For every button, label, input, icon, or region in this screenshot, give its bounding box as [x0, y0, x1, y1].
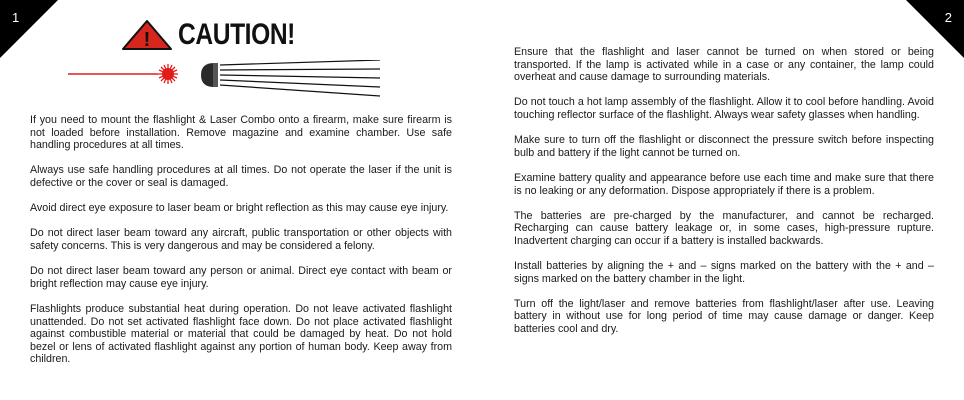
right-paragraph: The batteries are pre-charged by the manufacturer, and cannot be recharged. Recharging can cause battery leakage or, in some cases, high-pressure rupture. Inadvertent charging can occur if a battery is installed backwards. [514, 209, 934, 247]
left-paragraph: Do not direct laser beam toward any person or animal. Direct eye contact with beam or bright reflection may cause eye injury. [30, 265, 452, 290]
right-paragraph: Install batteries by aligning the + and – signs marked on the battery with the + and – signs marked on the battery chamber in the light. [514, 260, 934, 285]
right-column [514, 46, 934, 348]
page-number-right: 2 [944, 10, 952, 25]
left-paragraph: Flashlights produce substantial heat during operation. Do not leave activated flashlight unattended. Do not set activated flashlight face down. Do not place activated flashlight against combustible material or material that could be damaged by heat. Do not hold bezel or lens of activated flashlight against any portion of human body. Keep away from children. [30, 302, 452, 366]
page-corner-left [0, 0, 58, 58]
left-column [30, 114, 452, 378]
left-paragraph: Avoid direct eye exposure to laser beam or bright reflection as this may cause eye injury. [30, 202, 449, 215]
left-paragraph: Always use safe handling procedures at all times. Do not operate the laser if the unit is defective or the cover or seal is damaged. [30, 164, 452, 189]
laser-flashlight-icon [68, 60, 388, 100]
right-paragraph: Make sure to turn off the flashlight or disconnect the pressure switch before inspecting bulb and battery if the light cannot be turned on. [514, 134, 934, 159]
right-paragraph: Turn off the light/laser and remove batteries from flashlight/laser after use. Leaving battery in without use for long period of time may cause damage or danger. Keep batteries cool and dry. [514, 297, 934, 336]
laser-burst-icon [158, 64, 178, 84]
light-beam-lines [220, 60, 380, 96]
left-paragraph: If you need to mount the flashlight & Laser Combo onto a firearm, make sure firearm is not loaded before installation. Remove magazine and examine chamber. Use safe handling procedures at all times. [30, 114, 452, 152]
right-paragraph: Examine battery quality and appearance before use each time and make sure that there is no leaking or any deformation. Dispose appropriately if there is a problem. [514, 171, 934, 197]
right-paragraph: Ensure that the flashlight and laser cannot be turned on when stored or being transported. If the lamp is activated while in a case or any container, the lamp could overheat and cause damage to surrounding materials. [514, 46, 934, 84]
page-number-left: 1 [12, 10, 20, 25]
flashlight-lens-icon [201, 63, 218, 87]
caution-title: CAUTION! [178, 18, 295, 51]
right-paragraph: Do not touch a hot lamp assembly of the flashlight. Allow it to cool before handling. Avoid touching reflector surface of the flashlight. Always wear safety glasses when handling. [514, 96, 934, 121]
left-paragraph: Do not direct laser beam toward any aircraft, public transportation or other objects with safety concerns. This is very dangerous and may be considered a felony. [30, 227, 452, 252]
caution-header [122, 20, 321, 50]
warning-symbol: ! [143, 29, 151, 50]
warning-triangle-icon [122, 20, 172, 50]
